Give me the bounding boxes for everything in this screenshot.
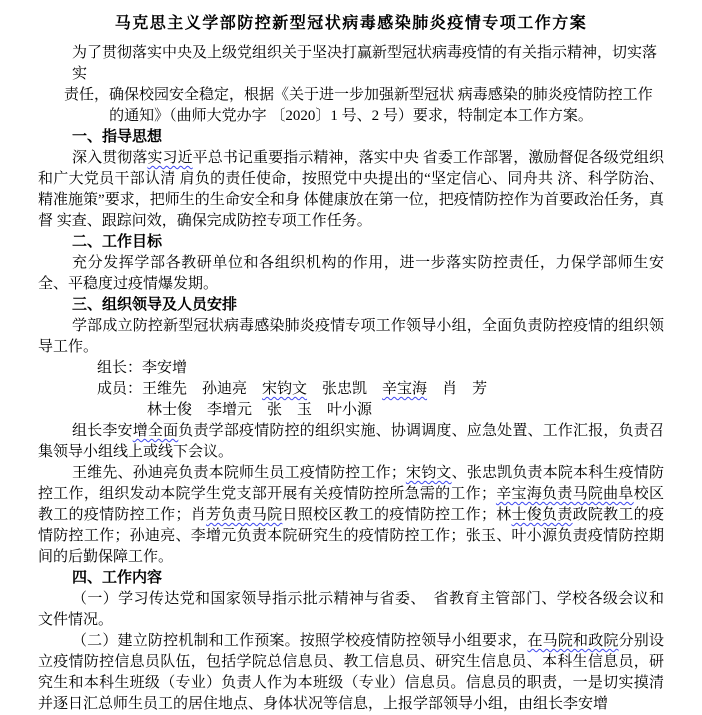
text-run: 平总书记重要指示精神，落实中央 省委工作部署，激励督促各级党组织和广大党员干部认清 肩负的责任使命，按照党中央提出的“坚定信心、同舟共 济、科学防治、精准施策”要求，把师生的生命安全和身 体健康放在第一位，把疫情防控作为首要政治任务，真督 实查、跟踪问效，确保完成防控专项工作任务。 [38, 150, 664, 229]
section-heading-work-content [38, 568, 664, 589]
text-run: 、张忠凯负责本院本科生疫情防控工作，组织发动本院学生党支部开展有关疫情防控所急需的工作； [38, 465, 664, 502]
roster-members-line-1 [38, 379, 664, 400]
document-title: 马克思主义学部防控新型冠状病毒感染肺炎疫情专项工作方案 [114, 15, 588, 32]
text-run: 二、工作目标 [72, 234, 163, 250]
roster-members-line-2 [38, 400, 664, 421]
spellcheck-wavy-underline: 增全面 [132, 423, 179, 439]
paragraph-work-content-2 [38, 631, 664, 715]
text-run: 一、指导思想 [72, 129, 163, 145]
text-run: 四、工作内容 [72, 570, 163, 586]
intro-line-3 [38, 106, 664, 127]
section-heading-guiding-ideology [38, 127, 664, 148]
text-run: 三、组织领导及人员安排 [72, 297, 238, 313]
text-run: 政院教工的疫情防控工作；孙迪亮、李增元负责本院研究生的疫情防控工作；张玉、叶小源负责疫情防控期间的后勤保障工作。 [38, 507, 664, 565]
text-run: 组长李安 [72, 423, 133, 439]
spellcheck-wavy-underline: 在马院和政院 [527, 633, 619, 649]
text-run: （二）建立防控机制和工作预案。按照学校疫情防控领导小组要求， [72, 633, 528, 649]
spellcheck-wavy-underline: 辛宝海 [382, 381, 428, 397]
text-run: （一）学习传达党和国家领导指示批示精神与省委、 省教育主管部门、学校各级会议和文件情况。 [38, 591, 664, 628]
spellcheck-wavy-underline: 辛宝海负责马院曲阜 [495, 486, 634, 502]
spellcheck-wavy-underline: 芳负责马院 [206, 507, 283, 523]
text-run: 肖 芳 [427, 381, 488, 397]
spellcheck-wavy-underline: 士俊负责 [511, 507, 573, 523]
text-run: 学部成立防控新型冠状病毒感染肺炎疫情专项工作领导小组，全面负责防控疫情的组织领导工作。 [38, 318, 664, 355]
text-run: 王维先、孙迪亮负责本院师生员工疫情防控工作； [72, 465, 406, 481]
paragraph-leading-group [38, 316, 664, 358]
text-run: 充分发挥学部各教研单位和各组织机构的作用，进一步落实防控责任，力保学部师生安全、平稳度过疫情爆发期。 [38, 255, 664, 292]
text-run: 分别设立疫情防控信息员队伍，包括学院总信息员、教工信息员、研究生信息员、本科生信息员，研究生和本科生班级（专业）负责人作为本班级（专业）信息员。信息员的职责，一是切实摸清并逐日汇总师生员工的居住地点、身体状况等信息，上报学部领导小组，由组长李安增 [38, 633, 664, 712]
paragraph-work-goal [38, 253, 664, 295]
text-run: 日照校区教工的疫情防控工作；林 [282, 507, 512, 523]
roster-leader-line [38, 358, 664, 379]
paragraph-member-duties [38, 463, 664, 568]
section-heading-work-goal [38, 232, 664, 253]
text-run: 组长：李安增 [97, 360, 188, 376]
paragraph-guiding-ideology [38, 148, 664, 232]
text-run: 为了贯彻落实中央及上级党组织关于坚决打赢新型冠状病毒疫情的有关指示精神，切实落实 [72, 45, 658, 82]
spellcheck-wavy-underline: 宋钧文 [405, 465, 452, 481]
text-run: 的通知》（曲师大党办字 〔2020〕1 号、2 号）要求，特制定本工作方案。 [109, 108, 593, 124]
intro-line-2 [38, 85, 664, 106]
text-run: 责任，确保校园安全稳定，根据《关于进一步加强新型冠状 病毒感染的肺炎疫情防控工作 [64, 87, 653, 103]
spellcheck-wavy-underline: 实习近 [147, 150, 193, 166]
text-run: 林士俊 李增元 张 玉 叶小源 [147, 402, 373, 418]
text-run: 张忠凯 [307, 381, 383, 397]
paragraph-work-content-1 [38, 589, 664, 631]
text-run: 深入贯彻落 [72, 150, 148, 166]
section-heading-organization [38, 295, 664, 316]
spellcheck-wavy-underline: 宋钧文 [262, 381, 308, 397]
intro-line-1 [38, 43, 664, 85]
text-run: 校区教工的疫情防控工作；肖 [38, 486, 664, 523]
text-run: 成员：王维先 孙迪亮 [97, 381, 263, 397]
text-run: 负责学部疫情防控的组织实施、协调调度、应急处置、工作汇报，负责召集领导小组线上或线下会议。 [38, 423, 664, 460]
paragraph-leader-duties [38, 421, 664, 463]
